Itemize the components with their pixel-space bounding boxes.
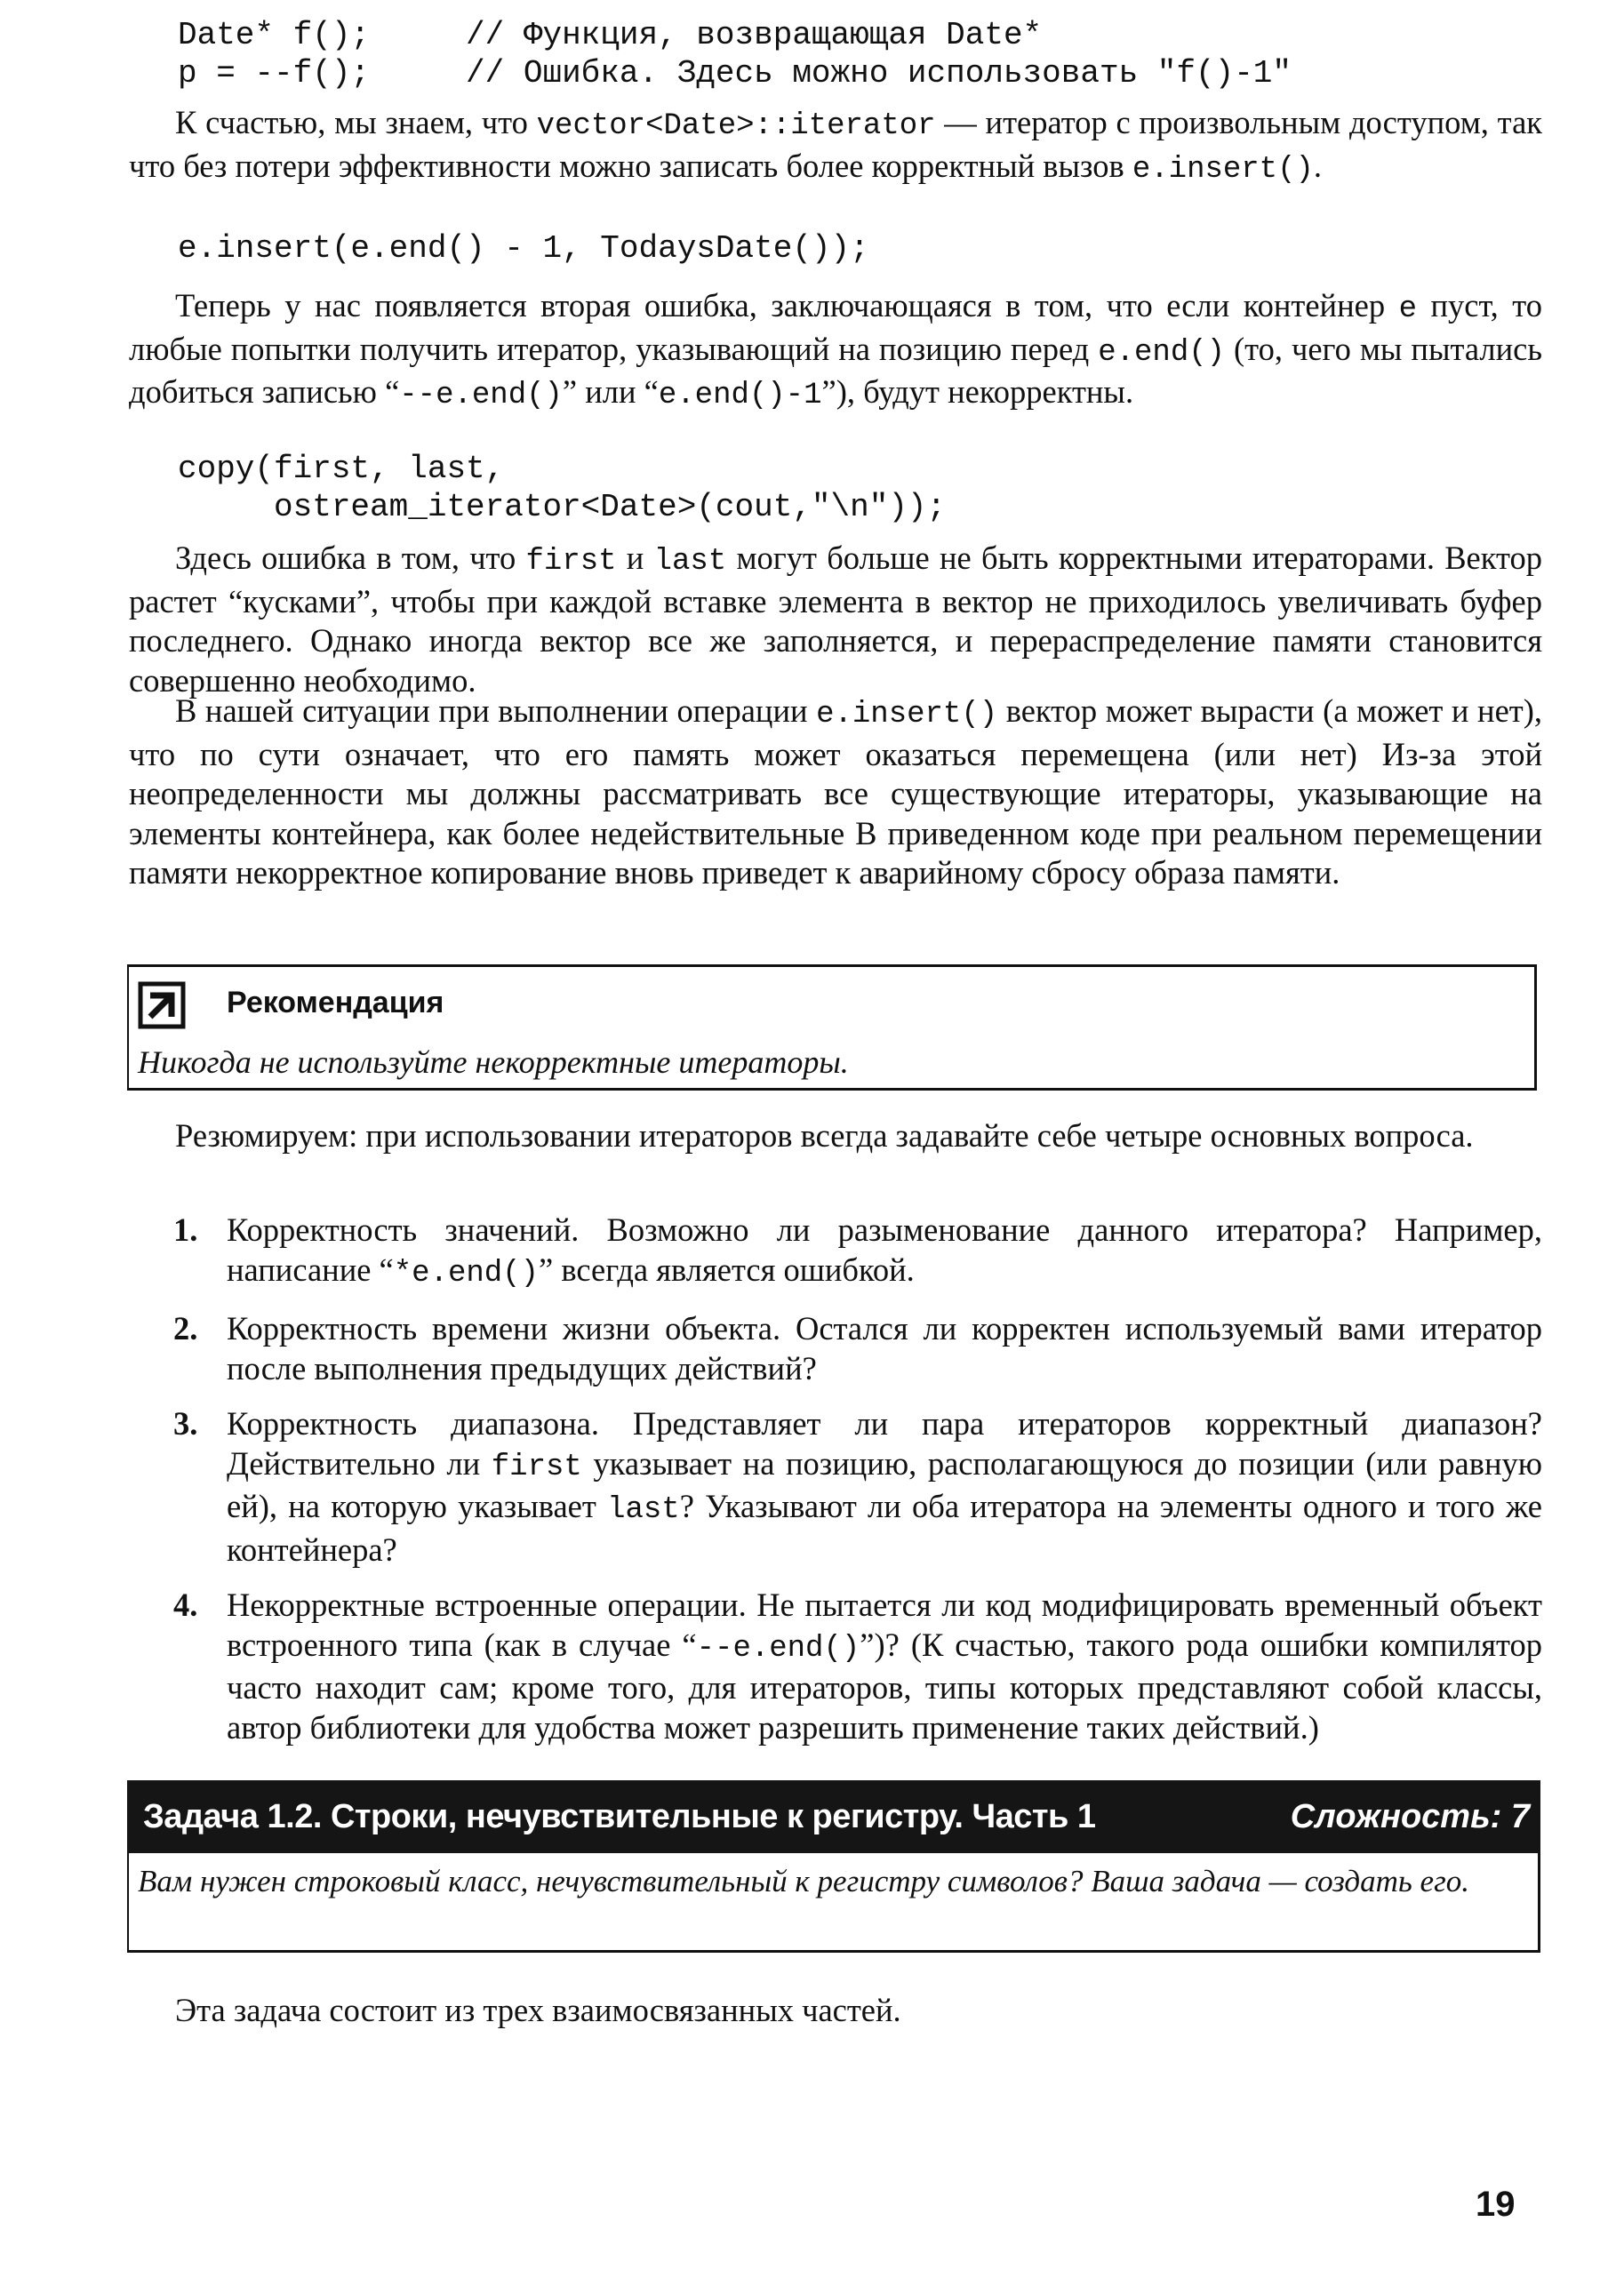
page-number: 19 <box>1476 2185 1516 2224</box>
list-number: 2. <box>173 1310 198 1347</box>
task-description-box <box>127 1853 1540 1953</box>
list-item <box>173 1586 1542 1747</box>
inline-code: first <box>525 545 617 579</box>
recommendation-text: Никогда не используйте некорректные итераторы. <box>138 1044 849 1080</box>
inline-code: --e.end() <box>399 379 563 412</box>
code-block-insert <box>178 229 869 268</box>
text: . <box>1313 147 1323 184</box>
paragraph: Эта задача состоит из трех взаимосвязанных частей. <box>175 1992 901 2028</box>
paragraph <box>129 539 1542 700</box>
inline-code: --e.end() <box>696 1631 860 1666</box>
task-difficulty: Сложность: 7 <box>1290 1798 1530 1835</box>
text: В нашей ситуации при выполнении операции <box>175 692 817 729</box>
inline-code: vector<Date>::iterator <box>536 109 936 143</box>
paragraph <box>129 103 1542 189</box>
code-line: copy(first, last, <box>178 451 505 487</box>
list-item <box>173 1309 1542 1388</box>
text: указывает на позицию, располагающуюся до позиции (или равную ей), на которую указывает <box>227 1444 1542 1524</box>
list-number: 1. <box>173 1211 198 1248</box>
inline-code: e.insert() <box>816 698 998 731</box>
text: Корректность значений. Возможно ли разыменование данного итератора? Например, написание “ <box>227 1211 1542 1288</box>
numbered-list <box>173 1211 1542 1763</box>
task-header <box>127 1780 1540 1853</box>
inline-code: last <box>607 1493 680 1527</box>
code-line: ostream_iterator<Date>(cout,"\n")); <box>178 489 947 525</box>
paragraph <box>129 286 1542 416</box>
paragraph <box>129 691 1542 893</box>
inline-code: e.end()-1 <box>658 379 822 412</box>
list-number: 4. <box>173 1587 198 1623</box>
text: ” всегда является ошибкой. <box>539 1251 915 1288</box>
text: вектор может вырасти (а может и нет), что по сути означает, что его память может оказаться перемещена (или нет) Из-за этой неопределенности мы должны рассматривать все существующие итераторы, указывающие на элементы контейнера, как более недействительные В приведенном коде при реальном перемещении памяти некорректное копирование вновь приведет к аварийному сбросу образа памяти. <box>129 692 1542 891</box>
list-number: 3. <box>173 1405 198 1442</box>
text: могут больше не быть корректными итераторами. Вектор растет “кусками”, чтобы при каждой вставке элемента в вектор не приходилось увеличивать буфер последнего. Однако иногда вектор все же заполняется, и перераспределение памяти становится совершенно необходимо. <box>129 540 1542 699</box>
text: пуст, то любые попытки получить итератор, указывающий на позицию перед <box>129 287 1542 367</box>
inline-code: e.end() <box>1098 335 1226 370</box>
code-block-copy <box>178 450 946 526</box>
text: (то, чего мы пытались добиться записью “ <box>129 330 1543 410</box>
inline-code: first <box>491 1450 582 1484</box>
text: — итератор с произвольным доступом, так что без потери эффективности можно записать более корректный вызов <box>129 104 1543 184</box>
text: Некорректные встроенные операции. Не пытается ли код модифицировать временный объект встроенного типа (как в случае “ <box>227 1587 1542 1663</box>
code-block-top <box>178 16 1292 92</box>
code-line: Date* f(); // Функция, возвращающая Date* <box>178 17 1043 53</box>
text: Теперь у нас появляется вторая ошибка, заключающаяся в том, что если контейнер <box>175 287 1399 324</box>
text: Здесь ошибка в том, что <box>175 540 526 576</box>
paragraph: Резюмируем: при использовании итераторов всегда задавайте себе четыре основных вопроса. <box>175 1117 1474 1154</box>
recommendation-arrow-icon <box>138 981 186 1029</box>
recommendation-title: Рекомендация <box>227 986 444 1019</box>
code-line: p = --f(); // Ошибка. Здесь можно использовать "f()-1" <box>178 55 1292 92</box>
text: Корректность диапазона. Представляет ли пара итераторов корректный диапазон? Действительно ли <box>227 1405 1542 1482</box>
task-title: Задача 1.2. Строки, нечувствительные к регистру. Часть 1 <box>143 1798 1096 1835</box>
inline-code: last <box>653 545 727 579</box>
list-item <box>173 1211 1542 1293</box>
text: и <box>616 540 654 576</box>
task-description: Вам нужен строковый класс, нечувствительный к регистру символов? Ваша задача — создать его. <box>138 1864 1469 1898</box>
list-item <box>173 1404 1542 1570</box>
text: ”), будут некорректны. <box>821 373 1134 410</box>
recommendation-box <box>127 964 1537 1091</box>
text: ” или “ <box>562 373 659 410</box>
text: К счастью, мы знаем, что <box>175 104 537 140</box>
inline-code: *e.end() <box>393 1256 539 1291</box>
text: Корректность времени жизни объекта. Остался ли корректен используемый вами итератор после выполнения предыдущих действий? <box>227 1310 1542 1387</box>
inline-code: e.insert() <box>1132 152 1314 187</box>
text: ”)? (К счастью, такого рода ошибки компилятор часто находит сам; кроме того, для итераторов, типы которых представляют собой классы, автор библиотеки для удобства может разрешить применение таких действий.) <box>227 1626 1542 1746</box>
inline-code: e <box>1398 292 1417 326</box>
text: ? Указывают ли оба итератора на элементы одного и того же контейнера? <box>227 1488 1542 1568</box>
code-line: e.insert(e.end() - 1, TodaysDate()); <box>178 230 869 267</box>
